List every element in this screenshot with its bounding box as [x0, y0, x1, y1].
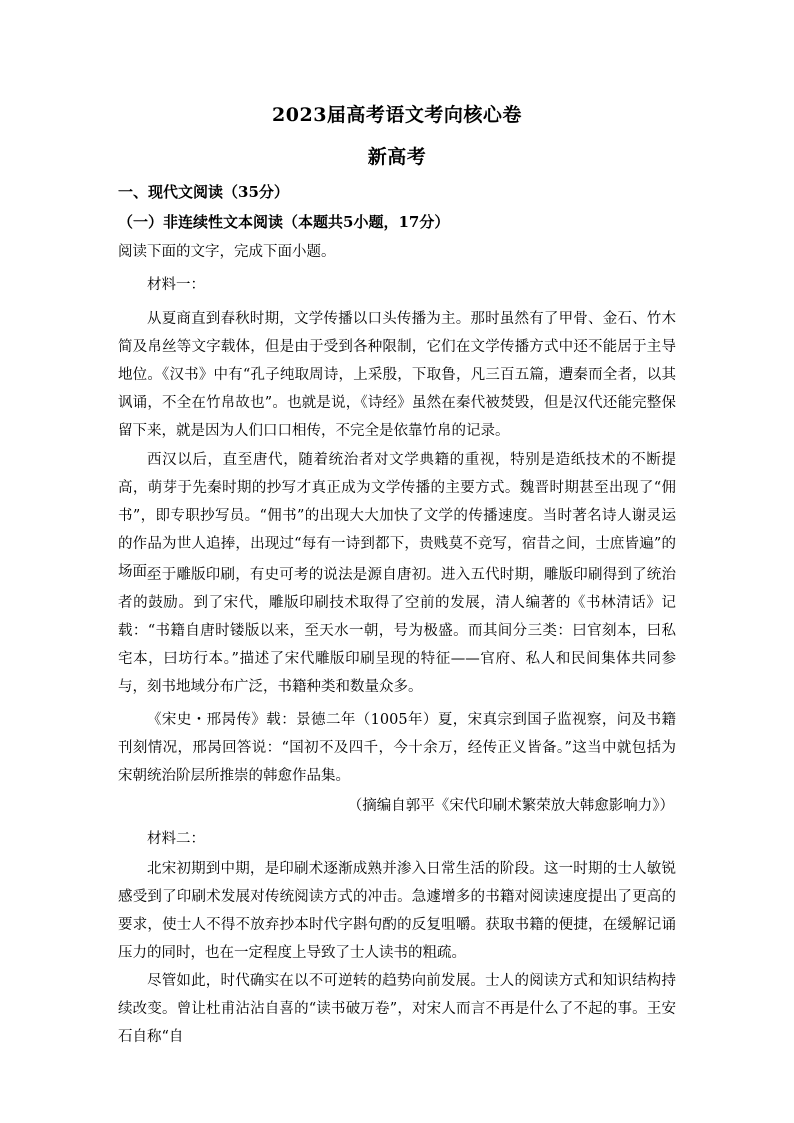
document-title: 2023届高考语文考向核心卷	[272, 104, 522, 126]
material-two-paragraph-2: 尽管如此，时代确实在以不可逆转的趋势向前发展。士人的阅读方式和知识结构持续改变。曾让杜甫沾沾自喜的“读书破万卷”，对宋人而言不再是什么了不起的事。王安石自称“自	[118, 973, 676, 1045]
instruction-text: 阅读下面的文字，完成下面小题。	[118, 244, 336, 260]
material-one-source: （摘编自郭平《宋代印刷术繁荣放大韩愈影响力》）	[347, 798, 674, 814]
section-heading: 一、现代文阅读（35分）	[118, 183, 289, 201]
material-one-paragraph-1: 从夏商直到春秋时期，文学传播以口头传播为主。那时虽然有了甲骨、金石、竹木简及帛丝等文字载体，但是由于受到各种限制，它们在文学传播方式中还不能居于主导地位。《汉书》中有“孔子纯取周诗，上采殷，下取鲁，凡三百五篇，遭秦而全者，以其讽诵，不全在竹帛故也”。也就是说，《诗经》虽然在秦代被焚毁，但是汉代还能完整保留下来，就是因为人们口口相传，不完全是依靠竹帛的记录。	[118, 311, 676, 439]
material-one-paragraph-3: 至于雕版印刷，有史可考的说法是源自唐初。进入五代时期，雕版印刷得到了统治者的鼓励。到了宋代，雕版印刷技术取得了空前的发展，清人编著的《书林清话》记载：“书籍自唐时镂版以来，至天水一朝，号为极盛。而其间分三类：曰官刻本，曰私宅本，曰坊行本。”描述了宋代雕版印刷呈现的特征——官府、私人和民间集体共同参与，刻书地域分布广泛，书籍种类和数量众多。	[118, 567, 676, 695]
material-one-paragraph-2: 西汉以后，直至唐代，随着统治者对文学典籍的重视，特别是造纸技术的不断提高，萌芽于先秦时期的抄写才真正成为文学传播的主要方式。魏晋时期甚至出现了“佣书”，即专职抄写员。“佣书”的出现大大加快了文学的传播速度。当时著名诗人谢灵运的作品为世人追捧，出现过“每有一诗到都下，贵贱莫不竞写，宿昔之间，士庶皆遍”的场面。	[118, 452, 676, 580]
material-two-label: 材料二：	[147, 831, 205, 847]
material-one-paragraph-4: 《宋史・邢昺传》载：景德二年（1005年）夏，宋真宗到国子监视察，问及书籍刊刻情况，邢昺回答说：“国初不及四千，今十余万，经传正义皆备。”这当中就包括为宋朝统治阶层所推崇的韩愈作品集。	[118, 712, 676, 784]
material-one-label: 材料一：	[147, 277, 205, 293]
subsection-heading: （一）非连续性文本阅读（本题共5小题，17分）	[118, 213, 450, 231]
document-subtitle: 新高考	[367, 146, 427, 168]
material-two-paragraph-1: 北宋初期到中期，是印刷术逐渐成熟并渗入日常生活的阶段。这一时期的士人敏锐感受到了印刷术发展对传统阅读方式的冲击。急遽增多的书籍对阅读速度提出了更高的要求，使士人不得不放弃抄本时代字斟句酌的反复咀嚼。获取书籍的便捷，在缓解记诵压力的同时，也在一定程度上导致了士人读书的粗疏。	[118, 861, 676, 961]
